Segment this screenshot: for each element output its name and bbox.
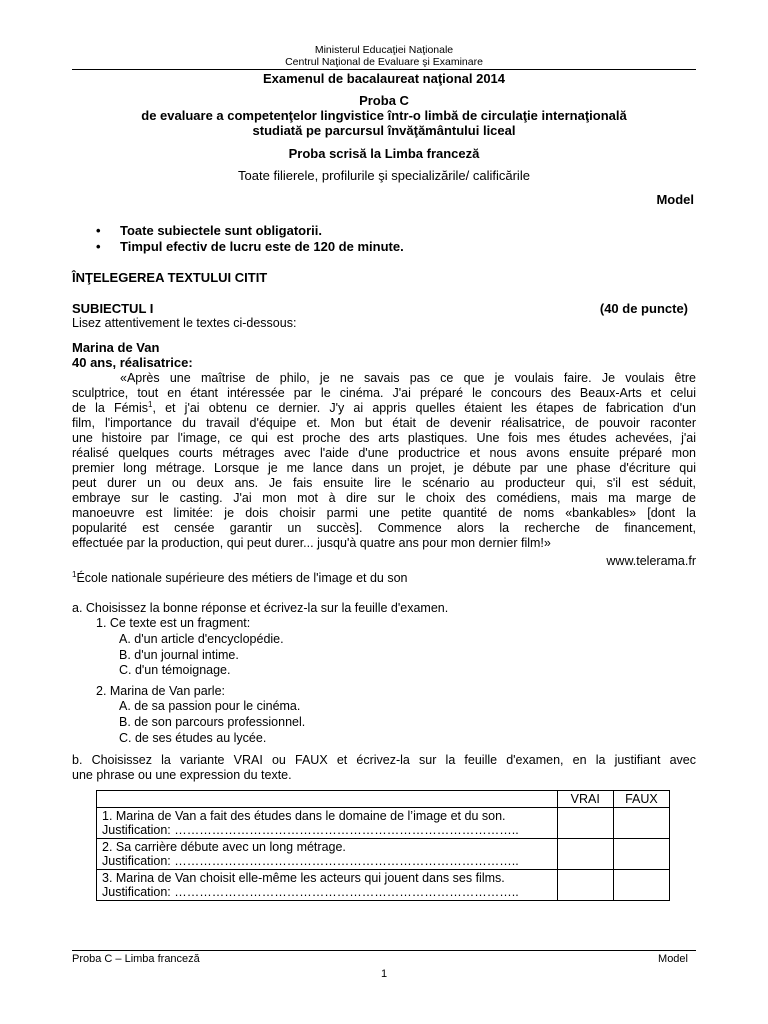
- text-line: popularité est censée garantir un succès]. Commence alors la recherche de financement,: [72, 521, 696, 535]
- text-fragment: de la Fémis: [72, 401, 148, 415]
- question-1-option-b: B. d'un journal intime.: [119, 648, 239, 662]
- subject-points: (40 de puncte): [599, 301, 688, 316]
- text-line: réalisé quelques courts métrages avec l'aide d'une productrice et nous avons ensuite préparé mon: [72, 446, 696, 460]
- vrai-cell[interactable]: [557, 839, 613, 870]
- exam-title: Examenul de bacalaureat naţional 2014: [262, 71, 506, 86]
- subtitle-line2: studiată pe parcursul învăţământului liceal: [252, 123, 516, 138]
- statement-text: 1. Marina de Van a fait des études dans le domaine de l’image et du son.: [102, 809, 506, 823]
- author-name: Marina de Van: [72, 340, 160, 355]
- question-1-option-a: A. d'un article d'encyclopédie.: [119, 632, 284, 646]
- text-line: film, l'importance du travail d'équipe et. Mon but était de devenir réalisatrice, de pouvoir raconter: [72, 416, 696, 430]
- section-intro: Lisez attentivement le textes ci-dessous:: [72, 316, 297, 330]
- instruction-text: Toate subiectele sunt obligatorii.: [120, 223, 323, 238]
- table-header-empty: [97, 791, 558, 808]
- column-faux: FAUX: [613, 791, 669, 808]
- vrai-cell[interactable]: [557, 870, 613, 901]
- ministry-name: Ministerul Educaţiei Naţionale: [314, 44, 454, 56]
- faux-cell[interactable]: [613, 870, 669, 901]
- footnote-ref: 1: [148, 399, 153, 409]
- footer-rule: [72, 950, 696, 951]
- text-fragment: , et j'ai obtenu ce dernier. J'y ai appris quelles étaient les étapes de fabrication d'un: [152, 401, 696, 415]
- footer-left: Proba C – Limba franceză: [72, 953, 200, 965]
- part-a-instruction: a. Choisissez la bonne réponse et écrivez-la sur la feuille d'examen.: [72, 601, 449, 615]
- proba-label: Proba C: [359, 93, 409, 108]
- question-1-option-c: C. d'un témoignage.: [119, 663, 231, 677]
- table-row: [97, 808, 670, 839]
- model-label: Model: [656, 192, 694, 207]
- footnote-text: École nationale supérieure des métiers de l'image et du son: [76, 571, 408, 585]
- text-line: sculptrice, tout en étant intéressée par le cinéma. J'ai préparé le concours des Beaux-Arts et celui: [72, 386, 696, 400]
- statement-cell: [97, 870, 558, 901]
- footer-right: Model: [658, 953, 688, 965]
- testimony-text: [72, 371, 696, 551]
- bullet-icon: •: [96, 239, 101, 254]
- question-2-stem: 2. Marina de Van parle:: [96, 684, 226, 698]
- subtitle-line1: de evaluare a competenţelor lingvistice într-o limbă de circulaţie internaţională: [141, 108, 627, 123]
- header-rule: [72, 69, 696, 70]
- part-b-instruction: [72, 753, 696, 783]
- table-row: [97, 839, 670, 870]
- text-line: effectuée par la production, qui peut durer... jusqu'à quatre ans pour mon dernier film!»: [72, 536, 551, 550]
- subject-label: SUBIECTUL I: [72, 301, 154, 316]
- question-2-option-a: A. de sa passion pour le cinéma.: [119, 699, 301, 713]
- text-line: manoeuvre est limitée: je dois choisir parmi une petite quantité de noms «bankables» [dont la: [72, 506, 696, 520]
- footnote-mark: 1: [72, 569, 77, 579]
- text-line: peut durer un ou deux ans. Je fais ensuite lire le scénario au producteur qui, s'il est séduit,: [72, 476, 696, 490]
- text-line: premier long métrage. Lorsque je me lance dans un projet, je débute par une phase d'écriture qui: [72, 461, 696, 475]
- author-role: 40 ans, réalisatrice:: [72, 355, 193, 370]
- text-line: une histoire par l'image, ce qui est proche des arts plastiques. Une fois mes études achevées, j'ai: [72, 431, 696, 445]
- instruction-line: b. Choisissez la variante VRAI ou FAUX et écrivez-la sur la feuille d'examen, en la justifiant avec: [72, 753, 696, 767]
- text-line: «Après une maîtrise de philo, je ne savais pas ce que je voulais faire. Je voulais être: [120, 371, 696, 385]
- statement-cell: [97, 808, 558, 839]
- footnote: [72, 571, 408, 586]
- table-header-row: [97, 791, 670, 808]
- justification-line: Justification: ………………………………………………………………………..: [102, 854, 519, 868]
- table-row: [97, 870, 670, 901]
- column-vrai: VRAI: [557, 791, 613, 808]
- question-1-stem: 1. Ce texte est un fragment:: [96, 616, 251, 630]
- proba-scrisa: Proba scrisă la Limba franceză: [288, 146, 480, 161]
- statement-text: 3. Marina de Van choisit elle-même les acteurs qui jouent dans ses films.: [102, 871, 505, 885]
- text-line: embraye sur le casting. J'ai mon mot à dire sur le choix des comédiens, mais ma marge de: [72, 491, 696, 505]
- page-number: 1: [380, 968, 388, 980]
- text-source: www.telerama.fr: [606, 554, 696, 568]
- text-line: [72, 401, 696, 416]
- instruction-text: Timpul efectiv de lucru este de 120 de minute.: [120, 239, 404, 254]
- justification-line: Justification: ………………………………………………………………………..: [102, 885, 519, 899]
- faux-cell[interactable]: [613, 839, 669, 870]
- evaluation-center: Centrul Naţional de Evaluare şi Examinare: [285, 56, 483, 68]
- instruction-line: une phrase ou une expression du texte.: [72, 768, 292, 782]
- statement-cell: [97, 839, 558, 870]
- faux-cell[interactable]: [613, 808, 669, 839]
- question-2-option-c: C. de ses études au lycée.: [119, 731, 267, 745]
- statement-text: 2. Sa carrière débute avec un long métrage.: [102, 840, 346, 854]
- question-2-option-b: B. de son parcours professionnel.: [119, 715, 306, 729]
- justification-line: Justification: ………………………………………………………………………..: [102, 823, 519, 837]
- section-title: ÎNŢELEGEREA TEXTULUI CITIT: [72, 270, 268, 285]
- filiere-line: Toate filierele, profilurile şi specializările/ calificările: [238, 168, 530, 183]
- bullet-icon: •: [96, 223, 101, 238]
- vrai-cell[interactable]: [557, 808, 613, 839]
- true-false-table: [96, 790, 670, 901]
